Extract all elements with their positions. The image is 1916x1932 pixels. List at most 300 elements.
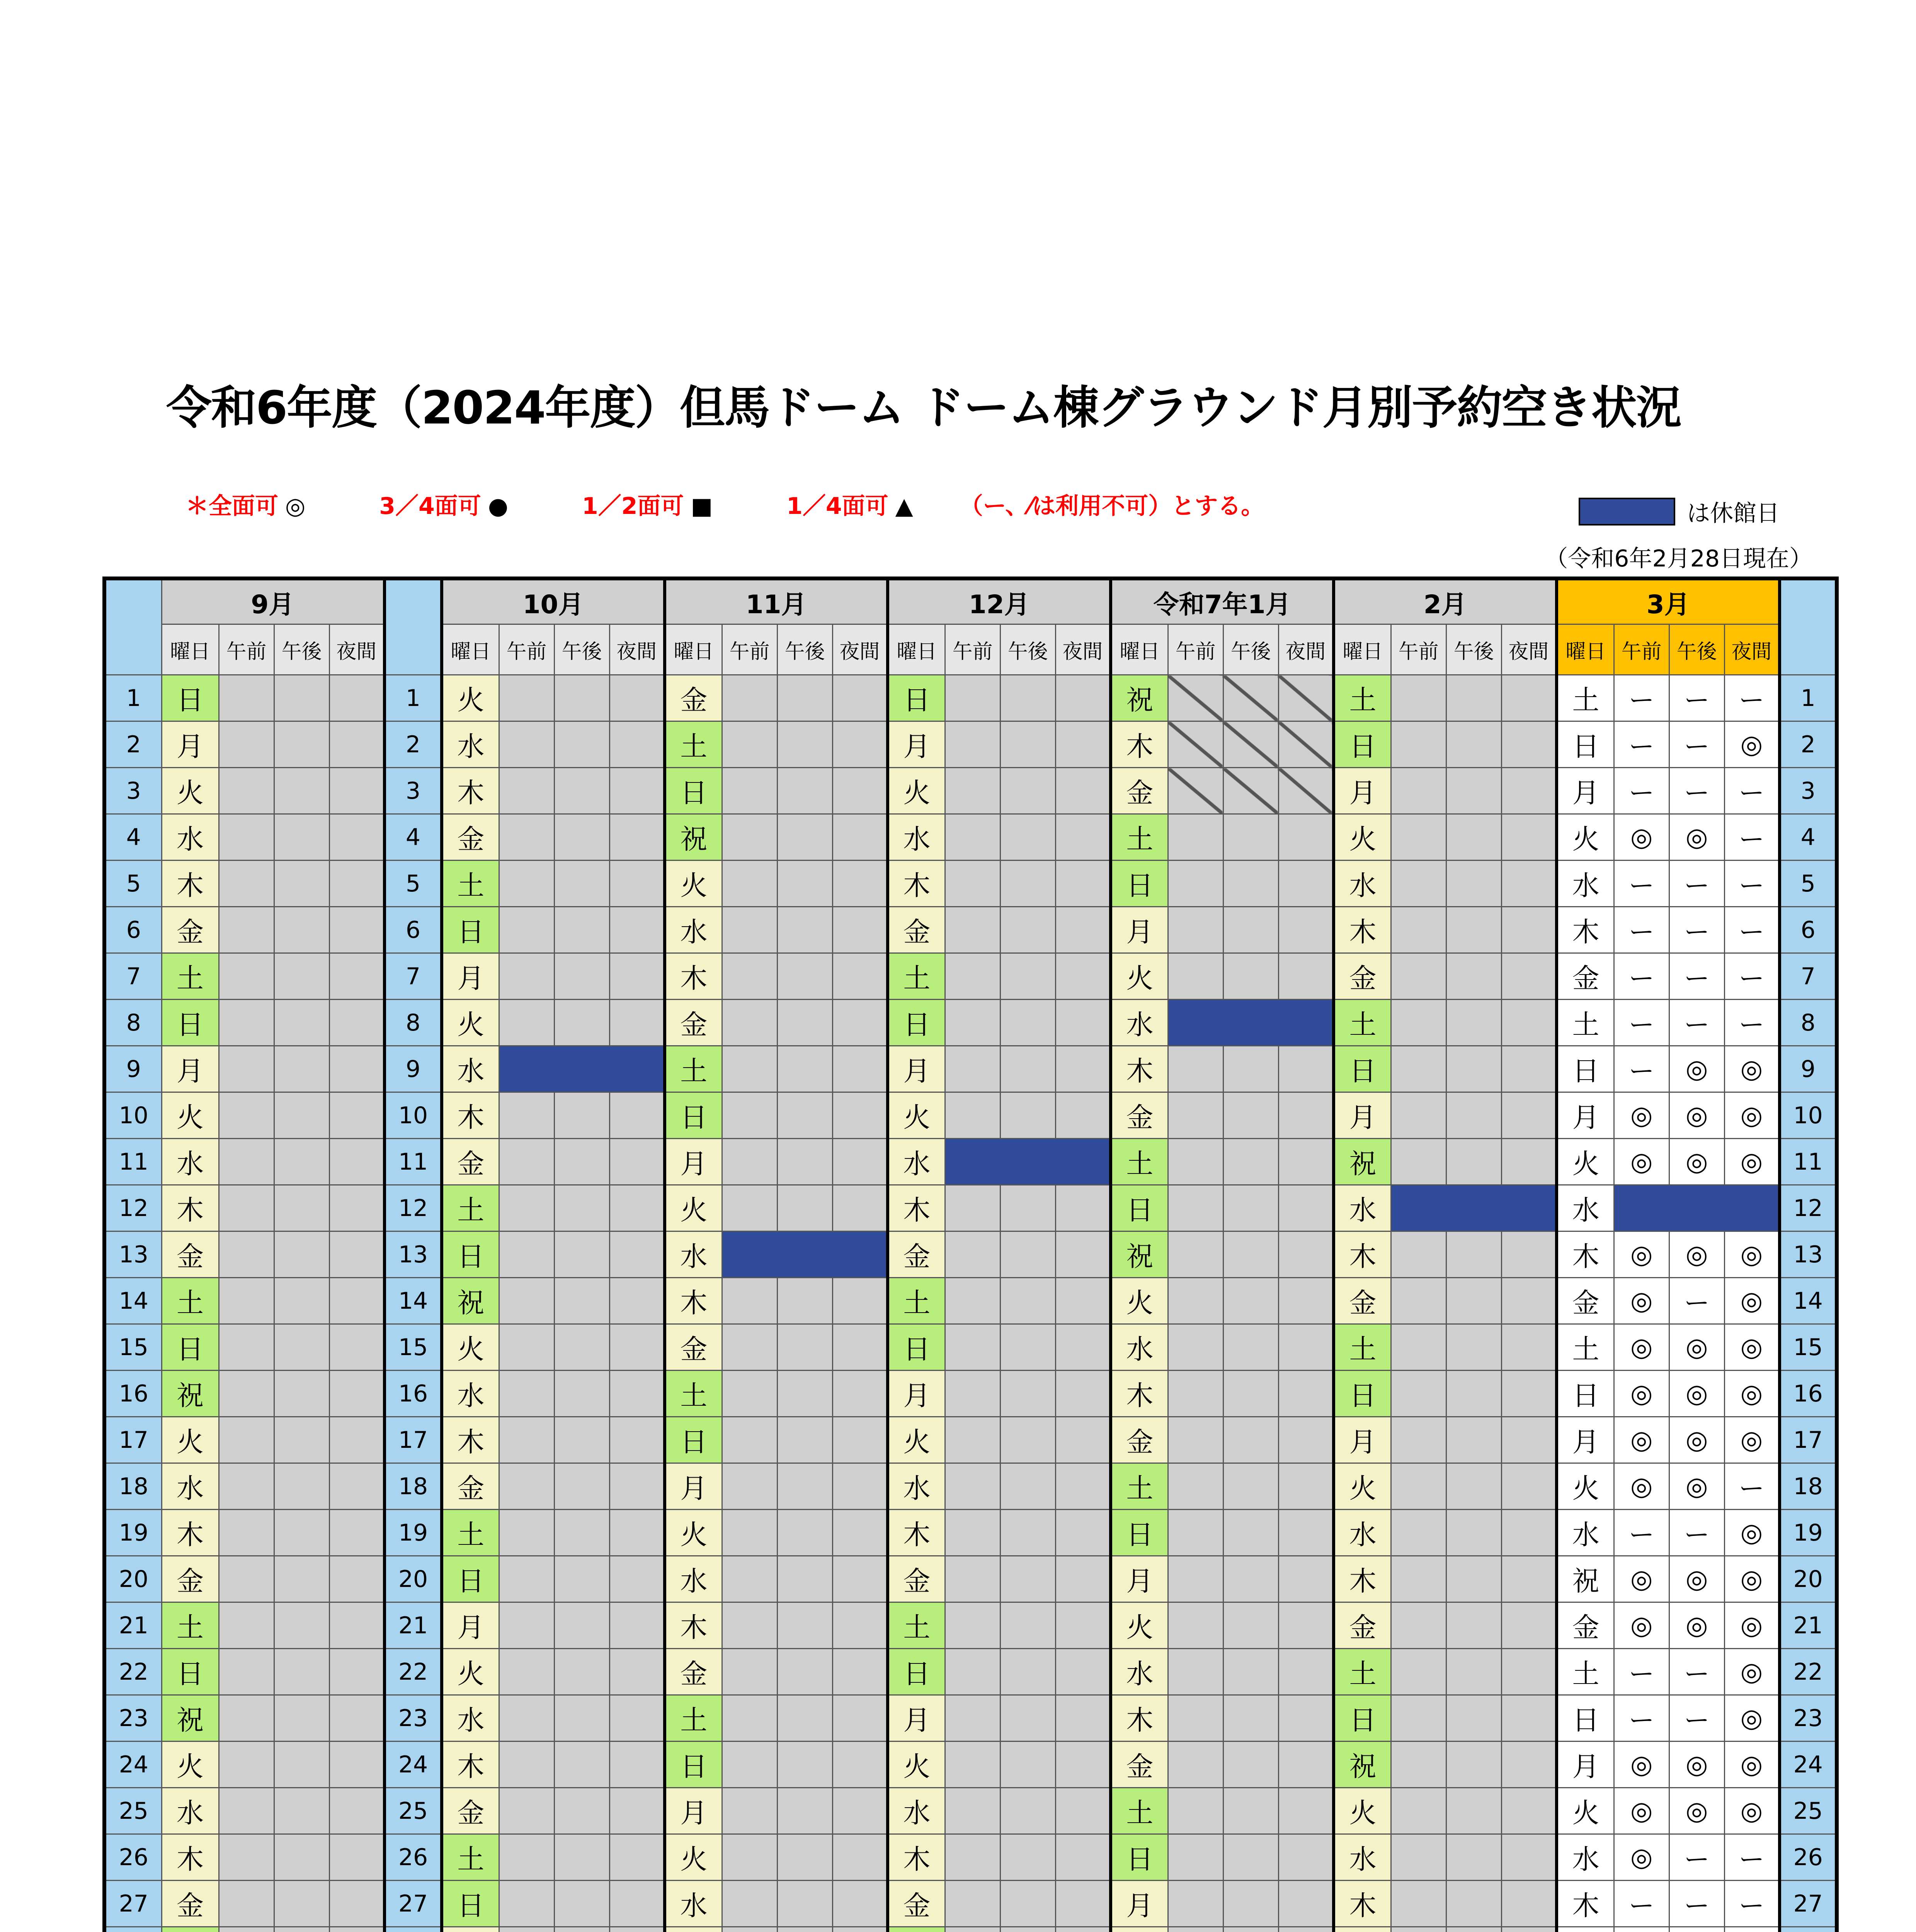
slot-night <box>1055 1278 1111 1324</box>
slot-night: ◎ <box>1724 1231 1780 1278</box>
slot-morning <box>219 1602 274 1649</box>
slot-night <box>1501 1371 1557 1417</box>
day-number: 12 <box>1780 1185 1837 1231</box>
slot-afternoon <box>1223 1742 1278 1788</box>
slot-night <box>609 861 665 907</box>
day-row <box>104 1000 1837 1046</box>
weekday-cell: 月 <box>1557 1742 1614 1788</box>
legend-note: （ー、⁄は利用不可）とする。 <box>960 493 1264 520</box>
slot-night <box>1501 1231 1557 1278</box>
slot-night: ◎ <box>1724 1417 1780 1463</box>
slot-night <box>329 768 385 814</box>
day-number: 25 <box>104 1788 162 1834</box>
weekday-cell: 火 <box>1557 1463 1614 1510</box>
slot-afternoon <box>1000 1231 1055 1278</box>
slot-morning <box>499 1324 554 1371</box>
slot-morning <box>219 1510 274 1556</box>
weekday-cell: 祝 <box>1111 1231 1168 1278</box>
unavailable-slot <box>1278 721 1334 768</box>
slot-morning <box>219 1185 274 1231</box>
month-header-march: 3月 <box>1557 578 1780 624</box>
slot-afternoon: ー <box>1669 1510 1724 1556</box>
slot-morning <box>499 675 554 721</box>
slot-morning: ◎ <box>1614 1417 1669 1463</box>
slot-morning <box>1391 1834 1446 1881</box>
day-number: 20 <box>385 1556 442 1602</box>
weekday-cell: 水 <box>442 721 499 768</box>
slot-night <box>609 1000 665 1046</box>
slot-night <box>832 814 888 861</box>
slot-morning <box>945 1417 1000 1463</box>
day-number: 5 <box>385 861 442 907</box>
weekday-cell: 木 <box>888 1834 945 1881</box>
column-header-night: 夜間 <box>329 624 385 675</box>
column-header-afternoon: 午後 <box>1669 624 1724 675</box>
weekday-cell: 木 <box>442 1417 499 1463</box>
slot-afternoon <box>274 1463 329 1510</box>
slot-afternoon <box>1446 1463 1501 1510</box>
slot-night <box>1501 1278 1557 1324</box>
weekday-cell: 月 <box>888 721 945 768</box>
slot-morning <box>1168 1510 1223 1556</box>
weekday-cell: 月 <box>888 1046 945 1092</box>
slot-morning <box>722 1881 777 1927</box>
slot-afternoon: ◎ <box>1669 1556 1724 1602</box>
slot-afternoon <box>554 953 609 1000</box>
weekday-cell: 月 <box>442 953 499 1000</box>
slot-morning <box>722 814 777 861</box>
weekday-cell: 火 <box>888 1742 945 1788</box>
slot-afternoon <box>1446 1417 1501 1463</box>
weekday-cell: 火 <box>442 1324 499 1371</box>
slot-afternoon <box>1446 1695 1501 1742</box>
day-number: 8 <box>104 1000 162 1046</box>
slot-night <box>1055 721 1111 768</box>
slot-night <box>1501 1788 1557 1834</box>
weekday-cell: 水 <box>1111 1649 1168 1695</box>
slot-afternoon <box>554 814 609 861</box>
slot-night <box>329 814 385 861</box>
slot-morning: ー <box>1614 1649 1669 1695</box>
slot-morning <box>1168 1092 1223 1139</box>
slot-night <box>1278 1510 1334 1556</box>
slot-night <box>329 1834 385 1881</box>
weekday-cell: 月 <box>1334 768 1391 814</box>
slot-morning <box>945 1278 1000 1324</box>
slot-morning: ー <box>1614 907 1669 953</box>
slot-night <box>1501 1092 1557 1139</box>
slot-morning <box>945 1510 1000 1556</box>
column-header-morning: 午前 <box>945 624 1000 675</box>
day-number: 9 <box>104 1046 162 1092</box>
weekday-cell <box>665 1927 722 1932</box>
slot-night <box>609 1649 665 1695</box>
weekday-cell: 月 <box>162 721 219 768</box>
slot-night <box>1501 1695 1557 1742</box>
slot-afternoon <box>274 1788 329 1834</box>
slot-morning: ー <box>1614 768 1669 814</box>
slot-night <box>832 768 888 814</box>
slot-morning <box>1168 1463 1223 1510</box>
day-number: 7 <box>1780 953 1837 1000</box>
slot-night <box>1055 1371 1111 1417</box>
weekday-cell: 月 <box>1334 1417 1391 1463</box>
slot-night <box>1055 1834 1111 1881</box>
day-number: 6 <box>385 907 442 953</box>
slot-night <box>329 675 385 721</box>
column-header-night: 夜間 <box>1724 624 1780 675</box>
weekday-cell: 日 <box>888 1000 945 1046</box>
weekday-cell: 水 <box>1334 1834 1391 1881</box>
slot-night <box>1278 1324 1334 1371</box>
slot-morning: ー <box>1614 953 1669 1000</box>
day-row <box>104 907 1837 953</box>
slot-morning: ◎ <box>1614 1742 1669 1788</box>
slot-morning <box>499 768 554 814</box>
slot-afternoon <box>777 1510 832 1556</box>
slot-morning <box>1168 907 1223 953</box>
weekday-cell <box>1111 1927 1168 1932</box>
slot-morning <box>219 1139 274 1185</box>
weekday-cell: 土 <box>442 861 499 907</box>
slot-morning <box>945 1324 1000 1371</box>
weekday-cell: 日 <box>665 1742 722 1788</box>
slot-night: ー <box>1724 768 1780 814</box>
slot-night <box>832 861 888 907</box>
slot-afternoon <box>1446 1324 1501 1371</box>
slot-afternoon <box>1223 1139 1278 1185</box>
day-row <box>104 1231 1837 1278</box>
slot-morning <box>499 1834 554 1881</box>
day-number: 21 <box>1780 1602 1837 1649</box>
column-header-afternoon: 午後 <box>554 624 609 675</box>
day-number: 18 <box>1780 1463 1837 1510</box>
weekday-cell: 火 <box>1557 1139 1614 1185</box>
slot-afternoon <box>274 1927 329 1932</box>
slot-night <box>1055 675 1111 721</box>
weekday-cell: 火 <box>888 768 945 814</box>
slot-night <box>832 1278 888 1324</box>
month-header-october: 10月 <box>442 578 665 624</box>
slot-morning <box>722 1834 777 1881</box>
slot-night <box>329 907 385 953</box>
slot-morning <box>499 1463 554 1510</box>
slot-morning <box>1391 1463 1446 1510</box>
slot-morning <box>1391 1510 1446 1556</box>
column-header-weekday: 曜日 <box>1557 624 1614 675</box>
slot-night <box>832 1742 888 1788</box>
slot-night <box>1055 1788 1111 1834</box>
slot-afternoon <box>554 1185 609 1231</box>
slot-morning <box>945 1834 1000 1881</box>
weekday-cell: 月 <box>1557 1417 1614 1463</box>
column-header-afternoon: 午後 <box>1446 624 1501 675</box>
slot-night <box>329 1463 385 1510</box>
weekday-cell: 金 <box>1111 1417 1168 1463</box>
weekday-cell: 木 <box>442 1742 499 1788</box>
slot-night <box>609 768 665 814</box>
slot-afternoon <box>1000 1463 1055 1510</box>
slot-night <box>329 1417 385 1463</box>
slot-morning <box>722 1139 777 1185</box>
slot-afternoon: ー <box>1669 1649 1724 1695</box>
slot-afternoon <box>554 1788 609 1834</box>
weekday-cell: 土 <box>1111 1788 1168 1834</box>
slot-afternoon <box>554 1278 609 1324</box>
column-header-morning: 午前 <box>219 624 274 675</box>
slot-night <box>832 1092 888 1139</box>
page-title: 令和6年度（2024年度）但馬ドーム ドーム棟グラウンド月別予約空き状況 <box>166 381 1681 434</box>
slot-afternoon <box>1446 768 1501 814</box>
slot-morning <box>722 1695 777 1742</box>
slot-morning <box>499 1695 554 1742</box>
slot-morning <box>499 721 554 768</box>
slot-afternoon <box>554 768 609 814</box>
column-header-night: 夜間 <box>1055 624 1111 675</box>
slot-afternoon <box>777 1371 832 1417</box>
slot-afternoon <box>1223 814 1278 861</box>
slot-night: ◎ <box>1724 1556 1780 1602</box>
slot-morning <box>1391 1139 1446 1185</box>
day-number: 3 <box>1780 768 1837 814</box>
slot-night <box>832 1695 888 1742</box>
slot-morning <box>1168 1881 1223 1927</box>
slot-night <box>1501 1556 1557 1602</box>
slot-morning <box>499 1278 554 1324</box>
weekday-cell: 木 <box>1334 1231 1391 1278</box>
slot-morning <box>219 814 274 861</box>
day-number: 13 <box>104 1231 162 1278</box>
weekday-cell: 水 <box>1334 1185 1391 1231</box>
weekday-cell: 日 <box>665 768 722 814</box>
slot-morning <box>1391 1231 1446 1278</box>
day-number: 6 <box>104 907 162 953</box>
slot-morning <box>1168 1556 1223 1602</box>
slot-afternoon: ◎ <box>1669 1602 1724 1649</box>
slot-afternoon <box>1000 1046 1055 1092</box>
day-number: 2 <box>104 721 162 768</box>
slot-afternoon <box>1223 1463 1278 1510</box>
day-number: 15 <box>1780 1324 1837 1371</box>
slot-morning <box>1168 1602 1223 1649</box>
slot-morning <box>722 861 777 907</box>
slot-night <box>1278 1834 1334 1881</box>
slot-morning <box>219 1881 274 1927</box>
day-number: 24 <box>1780 1742 1837 1788</box>
weekday-cell: 祝 <box>442 1278 499 1324</box>
day-number: 16 <box>1780 1371 1837 1417</box>
weekday-cell: 日 <box>442 907 499 953</box>
column-header-night: 夜間 <box>1501 624 1557 675</box>
slot-night <box>329 1510 385 1556</box>
slot-afternoon <box>1223 1556 1278 1602</box>
slot-night <box>1501 1834 1557 1881</box>
weekday-cell: 水 <box>442 1046 499 1092</box>
slot-afternoon <box>554 1092 609 1139</box>
slot-night: ◎ <box>1724 1742 1780 1788</box>
slot-afternoon <box>1446 907 1501 953</box>
slot-night <box>1278 1092 1334 1139</box>
weekday-cell: 金 <box>888 907 945 953</box>
slot-night <box>832 1185 888 1231</box>
weekday-cell: 金 <box>1334 953 1391 1000</box>
slot-morning <box>722 1092 777 1139</box>
weekday-cell: 木 <box>1111 1695 1168 1742</box>
day-number: 21 <box>104 1602 162 1649</box>
slot-afternoon <box>777 1417 832 1463</box>
slot-night <box>832 1602 888 1649</box>
unavailable-slot <box>1223 768 1278 814</box>
weekday-cell: 月 <box>665 1788 722 1834</box>
slot-morning <box>1391 953 1446 1000</box>
slot-night <box>329 721 385 768</box>
slot-morning <box>1391 1371 1446 1417</box>
slot-afternoon <box>777 768 832 814</box>
slot-night <box>329 1371 385 1417</box>
weekday-cell: 日 <box>888 1324 945 1371</box>
slot-night <box>1055 1649 1111 1695</box>
day-number: 21 <box>385 1602 442 1649</box>
day-number: 10 <box>385 1092 442 1139</box>
weekday-cell: 金 <box>665 1000 722 1046</box>
column-header-morning: 午前 <box>722 624 777 675</box>
day-number: 15 <box>104 1324 162 1371</box>
slot-afternoon <box>274 1185 329 1231</box>
slot-morning <box>945 1092 1000 1139</box>
slot-night <box>329 1602 385 1649</box>
slot-morning <box>219 1556 274 1602</box>
slot-night: ー <box>1724 861 1780 907</box>
weekday-cell: 日 <box>665 1417 722 1463</box>
weekday-cell: 金 <box>1557 1278 1614 1324</box>
slot-afternoon <box>777 1742 832 1788</box>
slot-night <box>1724 1927 1780 1932</box>
weekday-cell: 火 <box>1557 1788 1614 1834</box>
slot-afternoon <box>274 1324 329 1371</box>
day-number: 19 <box>385 1510 442 1556</box>
slot-night <box>1278 1046 1334 1092</box>
day-row <box>104 1649 1837 1695</box>
weekday-cell: 金 <box>665 675 722 721</box>
day-number: 18 <box>385 1463 442 1510</box>
availability-legend <box>185 488 1264 521</box>
slot-night <box>1055 1927 1111 1932</box>
slot-afternoon <box>554 1324 609 1371</box>
slot-afternoon <box>1000 1695 1055 1742</box>
weekday-cell: 水 <box>1111 1324 1168 1371</box>
weekday-cell: 土 <box>442 1834 499 1881</box>
slot-night <box>329 861 385 907</box>
slot-night <box>329 953 385 1000</box>
weekday-cell: 水 <box>442 1371 499 1417</box>
slot-afternoon <box>554 675 609 721</box>
weekday-cell: 土 <box>162 953 219 1000</box>
slot-night: ー <box>1724 1834 1780 1881</box>
slot-morning <box>722 675 777 721</box>
day-number: 19 <box>104 1510 162 1556</box>
weekday-cell: 水 <box>665 907 722 953</box>
weekday-cell: 土 <box>888 953 945 1000</box>
slot-night <box>1501 675 1557 721</box>
day-number: 19 <box>1780 1510 1837 1556</box>
weekday-cell: 木 <box>162 1185 219 1231</box>
slot-morning: ー <box>1614 1881 1669 1927</box>
slot-night <box>832 1139 888 1185</box>
slot-night <box>832 1649 888 1695</box>
closed-day-cell <box>1168 1000 1334 1046</box>
slot-afternoon <box>554 1695 609 1742</box>
slot-afternoon <box>1000 1371 1055 1417</box>
weekday-cell: 木 <box>442 768 499 814</box>
slot-morning <box>945 1556 1000 1602</box>
slot-afternoon <box>274 1881 329 1927</box>
slot-afternoon <box>1000 953 1055 1000</box>
slot-night <box>1055 1881 1111 1927</box>
day-number: 20 <box>1780 1556 1837 1602</box>
slot-afternoon <box>554 1510 609 1556</box>
weekday-cell <box>888 1927 945 1932</box>
day-row <box>104 1788 1837 1834</box>
day-number: 24 <box>104 1742 162 1788</box>
slot-morning: ◎ <box>1614 1278 1669 1324</box>
weekday-cell: 水 <box>1557 1834 1614 1881</box>
slot-afternoon <box>1446 1278 1501 1324</box>
day-number: 16 <box>104 1371 162 1417</box>
slot-night <box>832 1881 888 1927</box>
slot-night <box>1278 1695 1334 1742</box>
day-row <box>104 675 1837 721</box>
slot-morning <box>499 1881 554 1927</box>
slot-afternoon: ◎ <box>1669 1788 1724 1834</box>
slot-night <box>1501 1139 1557 1185</box>
weekday-cell: 月 <box>1111 1556 1168 1602</box>
slot-afternoon: ◎ <box>1669 1231 1724 1278</box>
column-header-afternoon: 午後 <box>777 624 832 675</box>
weekday-cell: 祝 <box>1557 1556 1614 1602</box>
slot-morning <box>722 907 777 953</box>
weekday-cell: 月 <box>442 1602 499 1649</box>
slot-night <box>1501 1463 1557 1510</box>
slot-night <box>609 1695 665 1742</box>
slot-afternoon <box>1446 1371 1501 1417</box>
day-row <box>104 1695 1837 1742</box>
day-number: 20 <box>104 1556 162 1602</box>
slot-afternoon <box>1446 1510 1501 1556</box>
slot-night: ◎ <box>1724 721 1780 768</box>
day-number: 26 <box>104 1834 162 1881</box>
slot-night <box>1278 1231 1334 1278</box>
slot-morning <box>499 1231 554 1278</box>
slot-morning <box>945 1231 1000 1278</box>
slot-night: ◎ <box>1724 1602 1780 1649</box>
slot-afternoon <box>1446 1139 1501 1185</box>
slot-morning: ◎ <box>1614 814 1669 861</box>
slot-morning <box>1391 1788 1446 1834</box>
slot-morning <box>1168 1046 1223 1092</box>
slot-morning <box>945 1185 1000 1231</box>
slot-night <box>1278 907 1334 953</box>
weekday-cell: 土 <box>665 721 722 768</box>
day-row <box>104 1092 1837 1139</box>
slot-night <box>1501 907 1557 953</box>
day-number: 9 <box>385 1046 442 1092</box>
slot-morning <box>499 1556 554 1602</box>
slot-night <box>1055 1417 1111 1463</box>
weekday-cell: 木 <box>162 861 219 907</box>
day-number: 4 <box>385 814 442 861</box>
weekday-cell: 金 <box>442 814 499 861</box>
unavailable-slot <box>1223 675 1278 721</box>
